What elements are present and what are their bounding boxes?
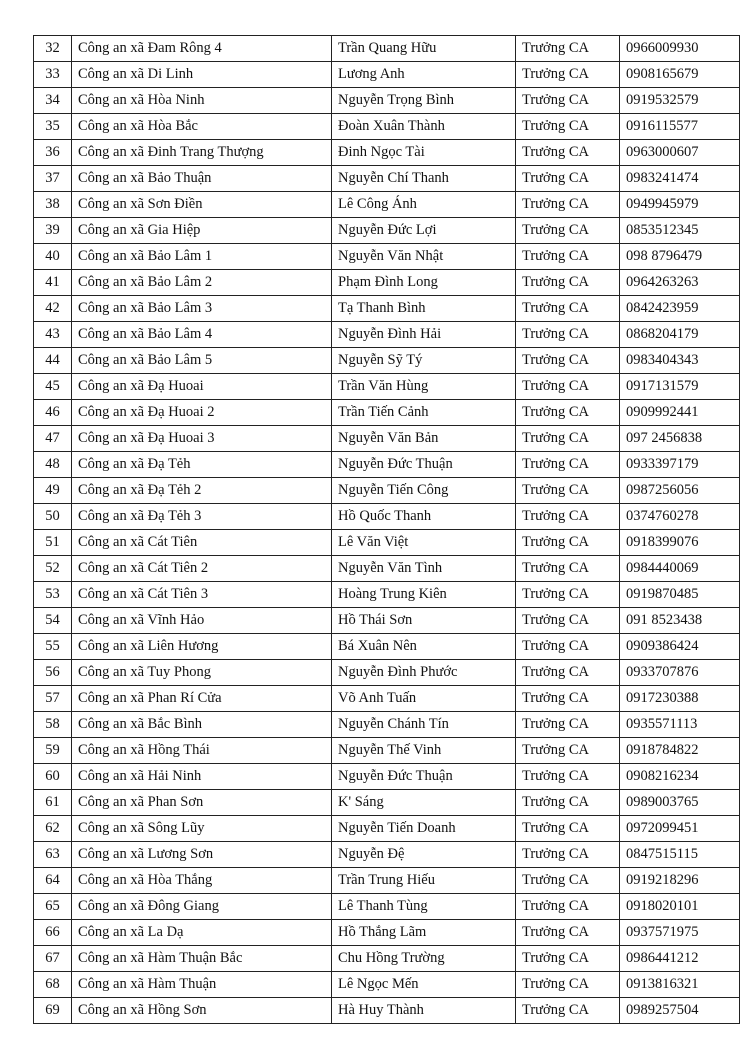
row-number: 68 xyxy=(34,972,72,998)
phone-number: 0916115577 xyxy=(620,114,740,140)
row-number: 35 xyxy=(34,114,72,140)
officer-name: Hoàng Trung Kiên xyxy=(332,582,516,608)
position-title: Trưởng CA xyxy=(516,322,620,348)
officer-name: Lê Văn Việt xyxy=(332,530,516,556)
phone-number: 0918399076 xyxy=(620,530,740,556)
row-number: 52 xyxy=(34,556,72,582)
table-row xyxy=(34,322,740,348)
table-row xyxy=(34,244,740,270)
table-row xyxy=(34,114,740,140)
table-row xyxy=(34,192,740,218)
row-number: 61 xyxy=(34,790,72,816)
row-number: 43 xyxy=(34,322,72,348)
position-title: Trưởng CA xyxy=(516,166,620,192)
unit-name: Công an xã Bảo Lâm 2 xyxy=(72,270,332,296)
phone-number: 0935571113 xyxy=(620,712,740,738)
table-row xyxy=(34,738,740,764)
phone-number: 0966009930 xyxy=(620,36,740,62)
phone-number: 0964263263 xyxy=(620,270,740,296)
phone-number: 0913816321 xyxy=(620,972,740,998)
unit-name: Công an xã Bảo Thuận xyxy=(72,166,332,192)
position-title: Trưởng CA xyxy=(516,608,620,634)
phone-number: 0963000607 xyxy=(620,140,740,166)
position-title: Trưởng CA xyxy=(516,738,620,764)
table-row xyxy=(34,218,740,244)
table-row xyxy=(34,712,740,738)
officer-name: Hồ Quốc Thanh xyxy=(332,504,516,530)
contact-table xyxy=(33,35,740,1024)
officer-name: Nguyễn Đức Lợi xyxy=(332,218,516,244)
table-row xyxy=(34,478,740,504)
table-row xyxy=(34,270,740,296)
officer-name: Đoàn Xuân Thành xyxy=(332,114,516,140)
unit-name: Công an xã Hòa Ninh xyxy=(72,88,332,114)
unit-name: Công an xã Hồng Thái xyxy=(72,738,332,764)
phone-number: 0868204179 xyxy=(620,322,740,348)
unit-name: Công an xã Đông Giang xyxy=(72,894,332,920)
row-number: 50 xyxy=(34,504,72,530)
table-row xyxy=(34,634,740,660)
officer-name: Nguyễn Tiến Công xyxy=(332,478,516,504)
table-row xyxy=(34,452,740,478)
table-row xyxy=(34,790,740,816)
position-title: Trưởng CA xyxy=(516,972,620,998)
officer-name: Nguyễn Văn Bản xyxy=(332,426,516,452)
table-row xyxy=(34,400,740,426)
unit-name: Công an xã Sông Lũy xyxy=(72,816,332,842)
phone-number: 0918020101 xyxy=(620,894,740,920)
table-row xyxy=(34,894,740,920)
officer-name: Trần Quang Hữu xyxy=(332,36,516,62)
phone-number: 098 8796479 xyxy=(620,244,740,270)
position-title: Trưởng CA xyxy=(516,946,620,972)
position-title: Trưởng CA xyxy=(516,296,620,322)
officer-name: Lê Công Ánh xyxy=(332,192,516,218)
phone-number: 0908216234 xyxy=(620,764,740,790)
unit-name: Công an xã Bảo Lâm 4 xyxy=(72,322,332,348)
position-title: Trưởng CA xyxy=(516,920,620,946)
phone-number: 0933397179 xyxy=(620,452,740,478)
unit-name: Công an xã Bảo Lâm 3 xyxy=(72,296,332,322)
row-number: 33 xyxy=(34,62,72,88)
row-number: 34 xyxy=(34,88,72,114)
phone-number: 0937571975 xyxy=(620,920,740,946)
table-row xyxy=(34,946,740,972)
position-title: Trưởng CA xyxy=(516,530,620,556)
row-number: 66 xyxy=(34,920,72,946)
row-number: 46 xyxy=(34,400,72,426)
table-row xyxy=(34,816,740,842)
position-title: Trưởng CA xyxy=(516,426,620,452)
table-row xyxy=(34,36,740,62)
officer-name: Nguyễn Đức Thuận xyxy=(332,452,516,478)
unit-name: Công an xã Tuy Phong xyxy=(72,660,332,686)
unit-name: Công an xã Bắc Bình xyxy=(72,712,332,738)
officer-name: Trần Tiến Cảnh xyxy=(332,400,516,426)
position-title: Trưởng CA xyxy=(516,660,620,686)
phone-number: 0983404343 xyxy=(620,348,740,374)
unit-name: Công an xã Cát Tiên 2 xyxy=(72,556,332,582)
row-number: 58 xyxy=(34,712,72,738)
phone-number: 0374760278 xyxy=(620,504,740,530)
position-title: Trưởng CA xyxy=(516,894,620,920)
table-row xyxy=(34,764,740,790)
unit-name: Công an xã Đạ Tẻh 3 xyxy=(72,504,332,530)
position-title: Trưởng CA xyxy=(516,270,620,296)
position-title: Trưởng CA xyxy=(516,686,620,712)
unit-name: Công an xã Đạ Tẻh xyxy=(72,452,332,478)
table-row xyxy=(34,842,740,868)
row-number: 44 xyxy=(34,348,72,374)
row-number: 47 xyxy=(34,426,72,452)
unit-name: Công an xã Bảo Lâm 1 xyxy=(72,244,332,270)
unit-name: Công an xã Đạ Huoai xyxy=(72,374,332,400)
officer-name: Nguyễn Văn Nhật xyxy=(332,244,516,270)
officer-name: Nguyễn Đệ xyxy=(332,842,516,868)
table-row xyxy=(34,426,740,452)
officer-name: Trần Trung Hiếu xyxy=(332,868,516,894)
row-number: 56 xyxy=(34,660,72,686)
unit-name: Công an xã Hòa Bắc xyxy=(72,114,332,140)
table-row xyxy=(34,582,740,608)
phone-number: 0909386424 xyxy=(620,634,740,660)
row-number: 59 xyxy=(34,738,72,764)
position-title: Trưởng CA xyxy=(516,244,620,270)
unit-name: Công an xã Hòa Thắng xyxy=(72,868,332,894)
unit-name: Công an xã Đam Rông 4 xyxy=(72,36,332,62)
position-title: Trưởng CA xyxy=(516,712,620,738)
row-number: 60 xyxy=(34,764,72,790)
unit-name: Công an xã Hàm Thuận Bắc xyxy=(72,946,332,972)
table-row xyxy=(34,166,740,192)
position-title: Trưởng CA xyxy=(516,868,620,894)
position-title: Trưởng CA xyxy=(516,36,620,62)
phone-number: 0919218296 xyxy=(620,868,740,894)
position-title: Trưởng CA xyxy=(516,790,620,816)
position-title: Trưởng CA xyxy=(516,374,620,400)
position-title: Trưởng CA xyxy=(516,114,620,140)
phone-number: 0918784822 xyxy=(620,738,740,764)
position-title: Trưởng CA xyxy=(516,400,620,426)
position-title: Trưởng CA xyxy=(516,192,620,218)
officer-name: Đinh Ngọc Tài xyxy=(332,140,516,166)
table-row xyxy=(34,556,740,582)
row-number: 63 xyxy=(34,842,72,868)
table-row xyxy=(34,140,740,166)
contact-table-body xyxy=(34,36,740,1024)
unit-name: Công an xã Vĩnh Hảo xyxy=(72,608,332,634)
phone-number: 0989257504 xyxy=(620,998,740,1024)
position-title: Trưởng CA xyxy=(516,998,620,1024)
position-title: Trưởng CA xyxy=(516,764,620,790)
table-row xyxy=(34,62,740,88)
unit-name: Công an xã Đạ Huoai 2 xyxy=(72,400,332,426)
phone-number: 0984440069 xyxy=(620,556,740,582)
officer-name: Hồ Thái Sơn xyxy=(332,608,516,634)
unit-name: Công an xã Đạ Huoai 3 xyxy=(72,426,332,452)
phone-number: 0983241474 xyxy=(620,166,740,192)
unit-name: Công an xã Sơn Điền xyxy=(72,192,332,218)
officer-name: Nguyễn Thế Vinh xyxy=(332,738,516,764)
officer-name: Nguyễn Sỹ Tý xyxy=(332,348,516,374)
position-title: Trưởng CA xyxy=(516,634,620,660)
row-number: 67 xyxy=(34,946,72,972)
row-number: 39 xyxy=(34,218,72,244)
officer-name: Lương Anh xyxy=(332,62,516,88)
row-number: 65 xyxy=(34,894,72,920)
officer-name: Võ Anh Tuấn xyxy=(332,686,516,712)
table-row xyxy=(34,868,740,894)
phone-number: 0919870485 xyxy=(620,582,740,608)
unit-name: Công an xã Đinh Trang Thượng xyxy=(72,140,332,166)
row-number: 42 xyxy=(34,296,72,322)
table-row xyxy=(34,608,740,634)
table-row xyxy=(34,972,740,998)
position-title: Trưởng CA xyxy=(516,140,620,166)
phone-number: 0853512345 xyxy=(620,218,740,244)
phone-number: 0919532579 xyxy=(620,88,740,114)
row-number: 40 xyxy=(34,244,72,270)
officer-name: Lê Thanh Tùng xyxy=(332,894,516,920)
phone-number: 091 8523438 xyxy=(620,608,740,634)
officer-name: Nguyễn Đức Thuận xyxy=(332,764,516,790)
officer-name: Lê Ngọc Mến xyxy=(332,972,516,998)
table-row xyxy=(34,998,740,1024)
officer-name: Hà Huy Thành xyxy=(332,998,516,1024)
unit-name: Công an xã Hồng Sơn xyxy=(72,998,332,1024)
unit-name: Công an xã Di Linh xyxy=(72,62,332,88)
position-title: Trưởng CA xyxy=(516,504,620,530)
officer-name: Nguyễn Văn Tình xyxy=(332,556,516,582)
row-number: 49 xyxy=(34,478,72,504)
row-number: 45 xyxy=(34,374,72,400)
officer-name: K' Sáng xyxy=(332,790,516,816)
row-number: 51 xyxy=(34,530,72,556)
phone-number: 0908165679 xyxy=(620,62,740,88)
position-title: Trưởng CA xyxy=(516,842,620,868)
officer-name: Nguyễn Chí Thanh xyxy=(332,166,516,192)
phone-number: 097 2456838 xyxy=(620,426,740,452)
table-row xyxy=(34,504,740,530)
phone-number: 0842423959 xyxy=(620,296,740,322)
phone-number: 0847515115 xyxy=(620,842,740,868)
unit-name: Công an xã Gia Hiệp xyxy=(72,218,332,244)
row-number: 57 xyxy=(34,686,72,712)
table-row xyxy=(34,348,740,374)
officer-name: Trần Văn Hùng xyxy=(332,374,516,400)
table-row xyxy=(34,88,740,114)
unit-name: Công an xã Bảo Lâm 5 xyxy=(72,348,332,374)
unit-name: Công an xã Cát Tiên 3 xyxy=(72,582,332,608)
phone-number: 0917131579 xyxy=(620,374,740,400)
position-title: Trưởng CA xyxy=(516,582,620,608)
officer-name: Nguyễn Chánh Tín xyxy=(332,712,516,738)
unit-name: Công an xã Lương Sơn xyxy=(72,842,332,868)
phone-number: 0986441212 xyxy=(620,946,740,972)
position-title: Trưởng CA xyxy=(516,88,620,114)
position-title: Trưởng CA xyxy=(516,62,620,88)
officer-name: Nguyễn Đình Phước xyxy=(332,660,516,686)
phone-number: 0909992441 xyxy=(620,400,740,426)
row-number: 54 xyxy=(34,608,72,634)
row-number: 32 xyxy=(34,36,72,62)
unit-name: Công an xã La Dạ xyxy=(72,920,332,946)
row-number: 41 xyxy=(34,270,72,296)
unit-name: Công an xã Hải Ninh xyxy=(72,764,332,790)
officer-name: Chu Hồng Trường xyxy=(332,946,516,972)
phone-number: 0987256056 xyxy=(620,478,740,504)
phone-number: 0972099451 xyxy=(620,816,740,842)
officer-name: Bá Xuân Nên xyxy=(332,634,516,660)
unit-name: Công an xã Liên Hương xyxy=(72,634,332,660)
row-number: 38 xyxy=(34,192,72,218)
table-row xyxy=(34,530,740,556)
position-title: Trưởng CA xyxy=(516,348,620,374)
officer-name: Phạm Đình Long xyxy=(332,270,516,296)
row-number: 48 xyxy=(34,452,72,478)
position-title: Trưởng CA xyxy=(516,452,620,478)
table-row xyxy=(34,660,740,686)
phone-number: 0989003765 xyxy=(620,790,740,816)
row-number: 55 xyxy=(34,634,72,660)
officer-name: Nguyễn Tiến Doanh xyxy=(332,816,516,842)
row-number: 36 xyxy=(34,140,72,166)
row-number: 62 xyxy=(34,816,72,842)
officer-name: Tạ Thanh Bình xyxy=(332,296,516,322)
row-number: 64 xyxy=(34,868,72,894)
phone-number: 0917230388 xyxy=(620,686,740,712)
table-row xyxy=(34,296,740,322)
unit-name: Công an xã Phan Sơn xyxy=(72,790,332,816)
position-title: Trưởng CA xyxy=(516,816,620,842)
officer-name: Nguyễn Trọng Bình xyxy=(332,88,516,114)
row-number: 53 xyxy=(34,582,72,608)
unit-name: Công an xã Cát Tiên xyxy=(72,530,332,556)
phone-number: 0949945979 xyxy=(620,192,740,218)
unit-name: Công an xã Hàm Thuận xyxy=(72,972,332,998)
unit-name: Công an xã Đạ Tẻh 2 xyxy=(72,478,332,504)
officer-name: Nguyễn Đình Hải xyxy=(332,322,516,348)
unit-name: Công an xã Phan Rí Cửa xyxy=(72,686,332,712)
row-number: 37 xyxy=(34,166,72,192)
position-title: Trưởng CA xyxy=(516,478,620,504)
contact-table-container xyxy=(33,35,739,1024)
row-number: 69 xyxy=(34,998,72,1024)
position-title: Trưởng CA xyxy=(516,556,620,582)
table-row xyxy=(34,686,740,712)
phone-number: 0933707876 xyxy=(620,660,740,686)
position-title: Trưởng CA xyxy=(516,218,620,244)
officer-name: Hồ Thắng Lãm xyxy=(332,920,516,946)
table-row xyxy=(34,920,740,946)
table-row xyxy=(34,374,740,400)
